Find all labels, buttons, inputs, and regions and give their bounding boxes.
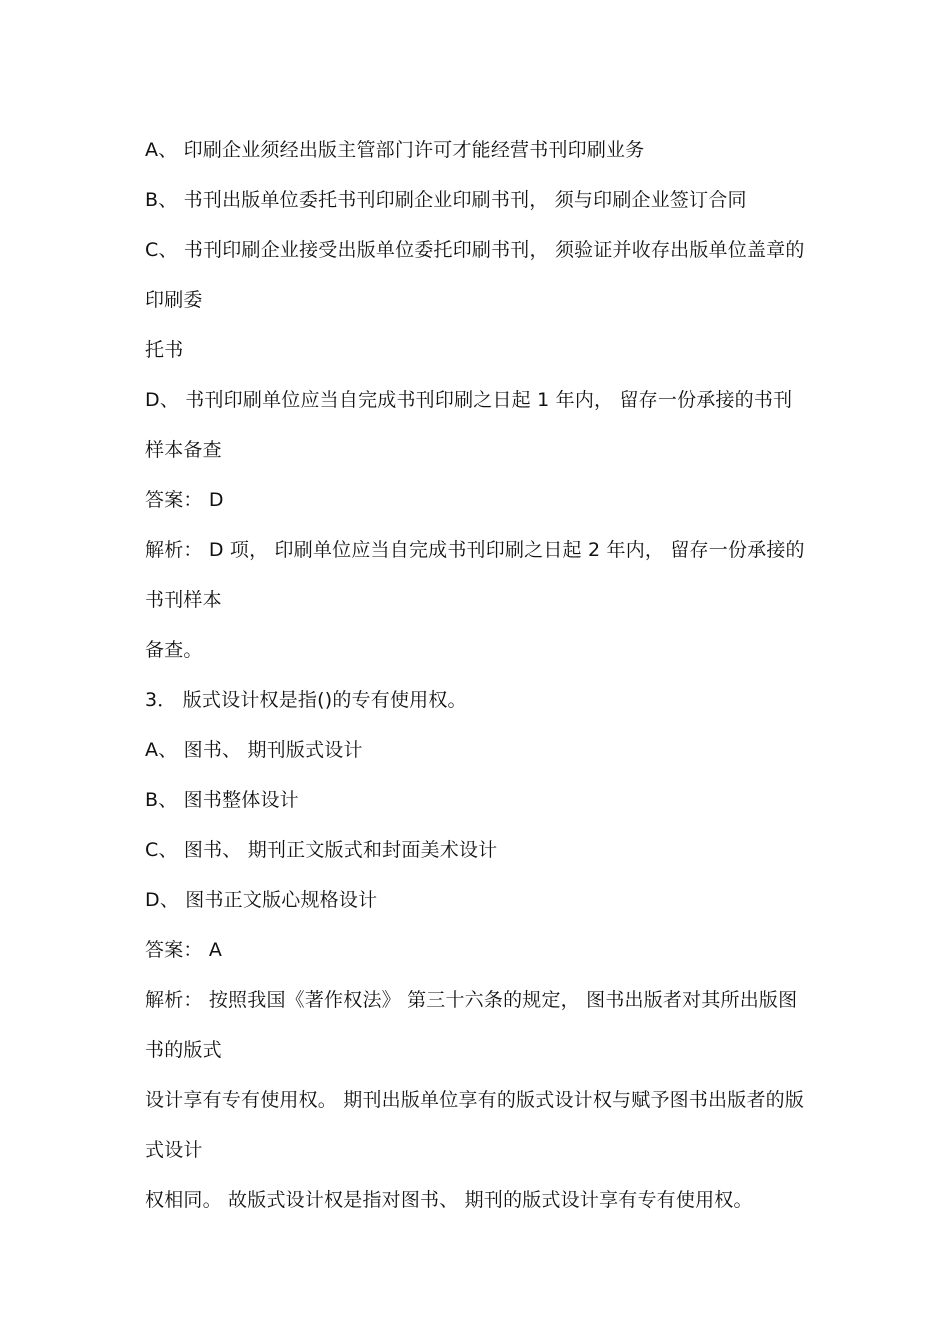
q3-option-a-line: A、 图书、 期刊版式设计	[145, 739, 363, 761]
q3-option-c-line: C、 图书、 期刊正文版式和封面美术设计	[145, 839, 498, 861]
q3-explanation-line-2: 设计享有专有使用权。 期刊出版单位享有的版式设计权与赋予图书出版者的版	[145, 1089, 805, 1111]
option-b-line: B、 书刊出版单位委托书刊印刷企业印刷书刊， 须与印刷企业签订合同	[145, 189, 747, 211]
explanation-continuation: 书刊样本	[145, 589, 222, 611]
question-3-line: 3． 版式设计权是指()的专有使用权。	[145, 689, 467, 711]
q3-answer-line: 答案： A	[145, 939, 223, 961]
q3-option-d-line: D、 图书正文版心规格设计	[145, 889, 378, 911]
option-d-line: D、 书刊印刷单位应当自完成书刊印刷之日起 1 年内， 留存一份承接的书刊	[145, 389, 793, 411]
q3-explanation-line-3: 权相同。 故版式设计权是指对图书、 期刊的版式设计享有专有使用权。	[145, 1189, 753, 1211]
option-c-continuation: 印刷委	[145, 289, 203, 311]
q3-explanation-continuation-2: 式设计	[145, 1139, 203, 1161]
explanation-line: 解析： D 项， 印刷单位应当自完成书刊印刷之日起 2 年内， 留存一份承接的	[145, 539, 805, 561]
q3-explanation-continuation: 书的版式	[145, 1039, 222, 1061]
option-c-line: C、 书刊印刷企业接受出版单位委托印刷书刊， 须验证并收存出版单位盖章的	[145, 239, 805, 261]
option-a-line: A、 印刷企业须经出版主管部门许可才能经营书刊印刷业务	[145, 139, 645, 161]
option-c-continuation-2: 托书	[145, 339, 184, 361]
explanation-continuation-2: 备查。	[145, 639, 203, 661]
q3-option-b-line: B、 图书整体设计	[145, 789, 299, 811]
q3-explanation-line: 解析： 按照我国《著作权法》 第三十六条的规定， 图书出版者对其所出版图	[145, 989, 798, 1011]
option-d-continuation: 样本备查	[145, 439, 222, 461]
answer-line: 答案： D	[145, 489, 224, 511]
